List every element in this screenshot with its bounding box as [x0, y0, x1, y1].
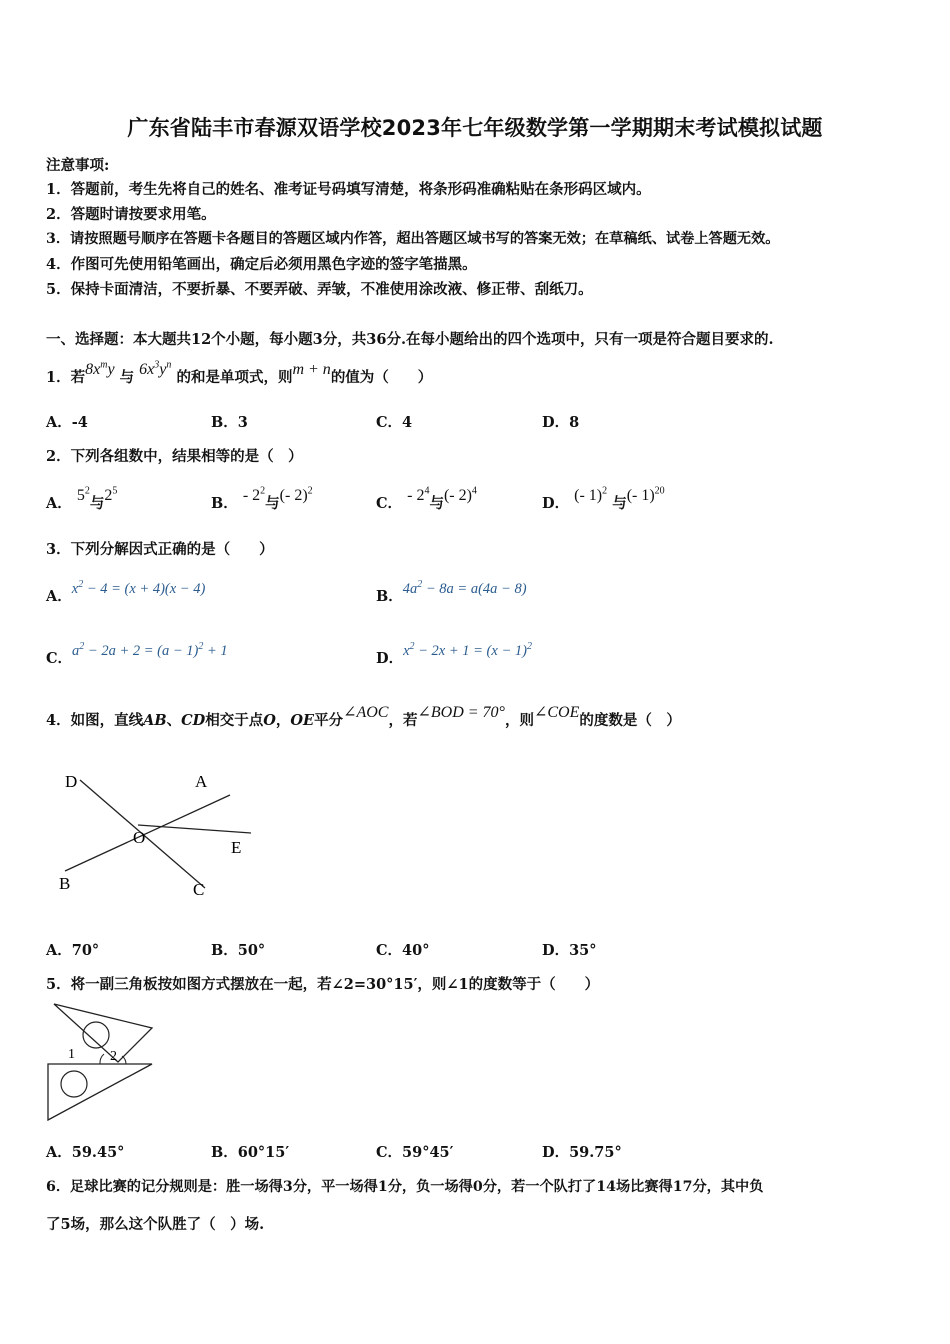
q4-option-b: B．50° — [211, 942, 266, 959]
q4-oe: OE — [290, 712, 315, 729]
q2-a-exp-2: 5 — [112, 485, 118, 497]
q4-t6: ，若 — [388, 712, 418, 729]
question-3: 3．下列分解因式正确的是（ ） — [46, 541, 274, 558]
label-a: A — [195, 772, 208, 791]
section-heading: 一、选择题：本大题共12个小题，每小题3分，共36分.在每小题给出的四个选项中，只有一项是符合题目要求的. — [46, 331, 774, 348]
q2-a-expr-1 — [77, 487, 90, 504]
q4-option-d: D．35° — [542, 942, 597, 959]
q4-angle-bod: ∠BOD = 70° — [417, 704, 505, 721]
q3-option-b — [376, 579, 527, 606]
label-c: C — [193, 880, 205, 899]
q2-c-expr-1 — [407, 487, 429, 504]
q2-b-base-2: (- 2) — [279, 487, 308, 504]
notice-item-3: 3．请按照题号顺序在答题卡各题目的答题区域内作答，超出答题区域书写的答案无效；在草稿纸、试卷上答题无效。 — [46, 231, 780, 247]
q3-c-label: C． — [46, 650, 73, 667]
q2-d-exp-1: 2 — [602, 485, 608, 497]
q2-a-expr-2 — [104, 487, 117, 504]
q3-c-s2: 2 — [198, 641, 204, 653]
q1-expr-2-exp: 3 — [154, 359, 160, 371]
q3-a-s1: 2 — [78, 579, 84, 591]
q2-a-base-1: 5 — [76, 487, 85, 504]
notice-item-5: 5．保持卡面清洁，不要折暴、不要弄破、弄皱，不准使用涂改液、修正带、刮纸刀。 — [46, 281, 593, 298]
q1-text-3: 的和是单项式，则 — [176, 369, 293, 386]
q3-option-c — [46, 641, 228, 668]
label-angle-2: 2 — [110, 1049, 117, 1064]
q1-expr-1-base: 8x — [85, 361, 101, 378]
q2-c-label: C． — [376, 495, 403, 512]
q2-option-a — [46, 485, 118, 513]
q1-option-d: D．8 — [542, 414, 580, 431]
q2-d-base-1: (- 1) — [574, 487, 603, 504]
question-2: 2．下列各组数中，结果相等的是（ ） — [46, 448, 303, 465]
q2-d-exp-2: 20 — [654, 485, 665, 497]
set-square-bottom-hole — [61, 1071, 87, 1097]
label-angle-1: 1 — [68, 1047, 75, 1062]
q3-c-e1: a — [72, 643, 80, 659]
q1-expr-2 — [139, 361, 171, 378]
q1-expr-2-base: 6x — [139, 361, 155, 378]
q3-option-d — [376, 641, 532, 668]
q3-a-label: A． — [46, 588, 72, 605]
q2-c-expr-2 — [444, 487, 477, 504]
q3-b-e2: − 8a = a(4a − 8) — [422, 581, 527, 597]
q1-option-c: C．4 — [376, 414, 413, 431]
q3-c-expr — [72, 643, 228, 659]
q3-d-e1: x — [403, 643, 410, 659]
q4-t2: 、 — [166, 712, 182, 729]
q2-b-exp-1: 2 — [260, 485, 266, 497]
q2-b-expr-1 — [243, 487, 265, 504]
q5-figure — [44, 1000, 159, 1126]
label-o: O — [133, 828, 146, 847]
q3-a-expr — [72, 581, 206, 597]
question-4 — [46, 704, 681, 730]
q2-b-yu: 与 — [265, 495, 280, 512]
question-6-line-1: 6．足球比赛的记分规则是：胜一场得3分，平一场得1分，负一场得0分，若一个队打了14场比赛得17分，其中负 — [46, 1179, 764, 1195]
q2-d-yu: 与 — [612, 495, 627, 512]
q2-option-d — [542, 485, 665, 513]
q3-b-label: B． — [376, 588, 403, 605]
q1-text-2: 与 — [119, 369, 135, 386]
q4-angle-coe: ∠COE — [533, 704, 580, 721]
q1-expr-3: m + n — [292, 361, 331, 378]
q2-b-base-1: - 2 — [242, 487, 261, 504]
q2-option-c — [376, 485, 477, 513]
q1-text-1: 1．若 — [46, 369, 86, 386]
q2-option-b — [211, 485, 313, 513]
q4-option-c: C．40° — [376, 942, 430, 959]
notice-heading: 注意事项: — [46, 157, 110, 174]
q3-d-label: D． — [376, 650, 404, 667]
q3-d-expr — [403, 643, 532, 659]
q2-d-expr-2 — [627, 487, 665, 504]
q2-a-yu: 与 — [89, 495, 105, 512]
angle-1-arc — [100, 1054, 104, 1064]
q4-figure — [55, 765, 265, 905]
q3-option-a — [46, 579, 206, 606]
q1-text-4: 的值为（ ） — [330, 369, 433, 386]
q2-b-label: B． — [211, 495, 238, 512]
q4-t4: ， — [275, 712, 291, 729]
q4-t1: 4．如图，直线 — [46, 712, 144, 729]
q1-option-b: B．3 — [211, 414, 248, 431]
q1-expr-2-exp2: n — [166, 359, 172, 371]
notice-item-4: 4．作图可先使用铅笔画出，确定后必须用黑色字迹的签字笔描黑。 — [46, 256, 477, 273]
q5-option-b: B．60°15′ — [211, 1144, 290, 1161]
q2-a-base-2: 2 — [104, 487, 113, 504]
q3-c-e2: − 2a + 2 = (a − 1) — [84, 643, 199, 659]
q3-b-e1: 4a — [402, 581, 418, 597]
q2-d-label: D． — [542, 495, 570, 512]
q5-option-d: D．59.75° — [542, 1144, 622, 1161]
q3-b-expr — [403, 581, 527, 597]
q4-t5: 平分 — [314, 712, 344, 729]
q3-d-e2: − 2x + 1 = (x − 1) — [414, 643, 527, 659]
q2-c-base-1: - 2 — [407, 487, 425, 504]
notice-item-1: 1．答题前，考生先将自己的姓名、准考证号码填写清楚，将条形码准确粘贴在条形码区域内。 — [46, 181, 651, 198]
q3-c-s1: 2 — [79, 641, 85, 653]
q4-t3: 相交于点 — [205, 712, 264, 729]
q4-angle-aoc: ∠AOC — [343, 704, 389, 721]
q2-a-exp-1: 2 — [84, 485, 90, 497]
q3-d-s2: 2 — [526, 641, 532, 653]
q3-d-s1: 2 — [409, 641, 415, 653]
q5-option-a: A．59.45° — [46, 1144, 125, 1161]
line-ba — [65, 795, 230, 871]
q4-o: O — [263, 712, 276, 729]
q1-expr-1 — [85, 361, 114, 378]
question-1 — [46, 359, 433, 387]
q4-cd: CD — [181, 712, 206, 729]
label-b: B — [59, 874, 71, 893]
q2-c-exp-1: 4 — [424, 485, 430, 497]
q1-expr-1-y: y — [107, 361, 115, 378]
q4-ab: AB — [143, 712, 167, 729]
q4-t8: 的度数是（ ） — [579, 712, 681, 729]
q3-a-e1: x — [71, 581, 79, 597]
q2-d-expr-1 — [574, 487, 607, 504]
question-5: 5．将一副三角板按如图方式摆放在一起，若∠2=30°15′，则∠1的度数等于（ ） — [46, 976, 600, 993]
q2-b-exp-2: 2 — [307, 485, 313, 497]
q3-c-e3: + 1 — [203, 643, 228, 659]
q2-c-base-2: (- 2) — [443, 487, 472, 504]
q1-expr-2-y: y — [159, 361, 167, 378]
set-square-top-hole — [83, 1022, 109, 1048]
page-title: 广东省陆丰市春源双语学校2023年七年级数学第一学期期末考试模拟试题 — [127, 116, 823, 140]
q2-d-base-2: (- 1) — [626, 487, 655, 504]
q2-b-expr-2 — [280, 487, 313, 504]
label-e: E — [231, 838, 242, 857]
q4-option-a: A．70° — [46, 942, 100, 959]
q2-c-yu: 与 — [429, 495, 444, 512]
q3-a-e2: − 4 = (x + 4)(x − 4) — [83, 581, 206, 597]
notice-item-2: 2．答题时请按要求用笔。 — [46, 206, 216, 223]
q2-a-label: A． — [46, 495, 72, 512]
question-6-line-2: 了5场，那么这个队胜了（ ）场. — [46, 1216, 265, 1233]
q5-option-c: C．59°45′ — [376, 1144, 454, 1161]
q3-b-s1: 2 — [417, 579, 423, 591]
q1-expr-1-exp: m — [100, 359, 108, 371]
label-d: D — [65, 772, 78, 791]
q2-c-exp-2: 4 — [471, 485, 477, 497]
q4-t7: ，则 — [504, 712, 534, 729]
q1-option-a: A．-4 — [46, 414, 88, 431]
